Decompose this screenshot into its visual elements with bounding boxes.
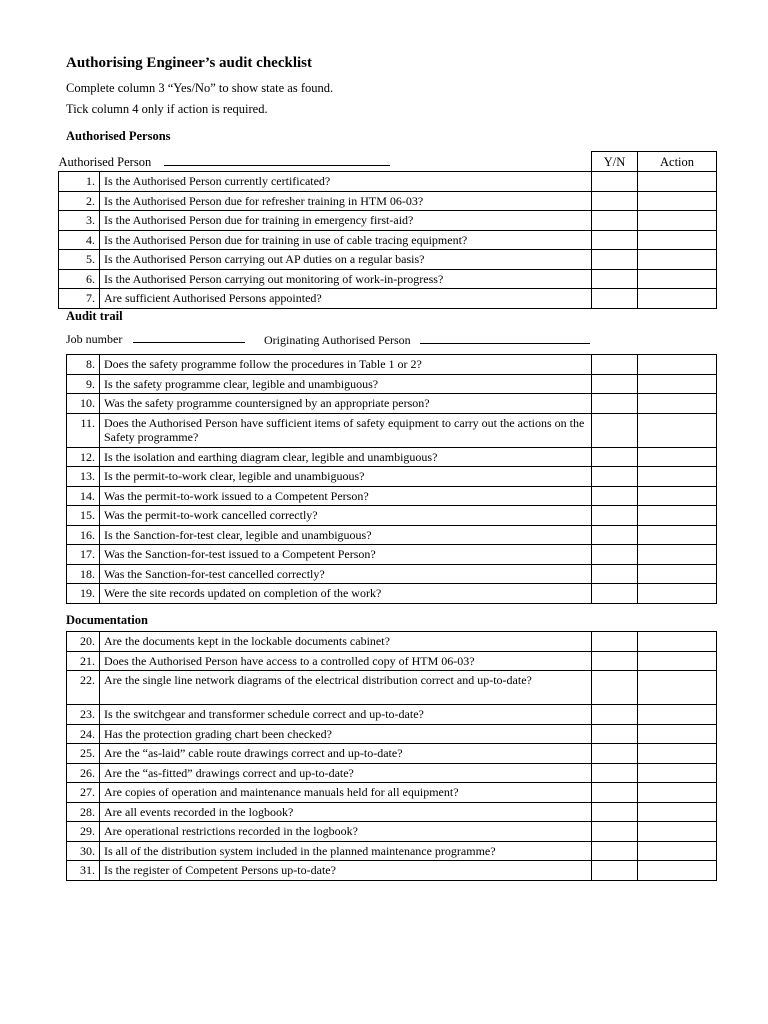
checklist-row xyxy=(67,632,717,652)
question-text: Were the site records updated on completion of the work? xyxy=(100,584,592,604)
column-header-action: Action xyxy=(638,152,717,172)
question-text: Was the safety programme countersigned by an appropriate person? xyxy=(100,394,592,414)
checklist-row xyxy=(67,651,717,671)
checklist-row xyxy=(67,724,717,744)
yn-cell[interactable] xyxy=(592,841,638,861)
action-cell[interactable] xyxy=(638,413,717,447)
checklist-row xyxy=(67,705,717,725)
row-number: 24. xyxy=(67,724,100,744)
row-number: 13. xyxy=(67,467,100,487)
section-heading-audit-trail: Audit trail xyxy=(66,309,123,323)
action-cell[interactable] xyxy=(638,374,717,394)
action-cell[interactable] xyxy=(638,525,717,545)
yn-cell[interactable] xyxy=(592,486,638,506)
yn-cell[interactable] xyxy=(592,394,638,414)
row-number: 12. xyxy=(67,447,100,467)
section-heading-documentation: Documentation xyxy=(66,613,148,627)
question-text: Is the switchgear and transformer schedule correct and up-to-date? xyxy=(100,705,592,725)
row-number: 2. xyxy=(59,191,100,211)
authorised-person-field[interactable] xyxy=(59,152,592,172)
question-text: Is the Authorised Person currently certificated? xyxy=(100,172,592,192)
question-text: Is the Authorised Person carrying out AP duties on a regular basis? xyxy=(100,250,592,270)
row-number: 10. xyxy=(67,394,100,414)
action-cell[interactable] xyxy=(638,250,717,270)
action-cell[interactable] xyxy=(638,394,717,414)
checklist-row xyxy=(59,250,717,270)
row-number: 25. xyxy=(67,744,100,764)
question-text: Are the “as-laid” cable route drawings correct and up-to-date? xyxy=(100,744,592,764)
checklist-row xyxy=(67,545,717,565)
yn-cell[interactable] xyxy=(592,651,638,671)
checklist-row xyxy=(59,230,717,250)
question-text: Has the protection grading chart been checked? xyxy=(100,724,592,744)
question-text: Is the isolation and earthing diagram clear, legible and unambiguous? xyxy=(100,447,592,467)
yn-cell[interactable] xyxy=(592,632,638,652)
row-number: 23. xyxy=(67,705,100,725)
question-text: Is the Authorised Person due for training in emergency first-aid? xyxy=(100,211,592,231)
authorised-person-label: Authorised Person xyxy=(58,155,152,170)
checklist-row xyxy=(67,763,717,783)
authorised-persons-table xyxy=(58,151,717,309)
row-number: 19. xyxy=(67,584,100,604)
question-text: Are copies of operation and maintenance manuals held for all equipment? xyxy=(100,783,592,803)
row-number: 9. xyxy=(67,374,100,394)
action-cell[interactable] xyxy=(638,861,717,881)
checklist-row xyxy=(67,355,717,375)
action-cell[interactable] xyxy=(638,191,717,211)
row-number: 28. xyxy=(67,802,100,822)
authorised-persons-rows xyxy=(59,172,717,309)
action-cell[interactable] xyxy=(638,584,717,604)
question-text: Is the Sanction-for-test clear, legible and unambiguous? xyxy=(100,525,592,545)
question-text: Is the Authorised Person due for training in use of cable tracing equipment? xyxy=(100,230,592,250)
question-text: Was the permit-to-work issued to a Competent Person? xyxy=(100,486,592,506)
checklist-row xyxy=(67,467,717,487)
yn-cell[interactable] xyxy=(592,525,638,545)
checklist-row xyxy=(67,486,717,506)
action-cell[interactable] xyxy=(638,355,717,375)
action-cell[interactable] xyxy=(638,651,717,671)
question-text: Was the permit-to-work cancelled correctly? xyxy=(100,506,592,526)
audit-trail-rows xyxy=(67,355,717,604)
checklist-row xyxy=(67,374,717,394)
action-cell[interactable] xyxy=(638,172,717,192)
row-number: 11. xyxy=(67,413,100,447)
question-text: Is the Authorised Person due for refresher training in HTM 06-03? xyxy=(100,191,592,211)
row-number: 5. xyxy=(59,250,100,270)
originating-ap-input-line[interactable] xyxy=(420,331,590,344)
row-number: 3. xyxy=(59,211,100,231)
question-text: Does the Authorised Person have sufficient items of safety equipment to carry out the actions on the Safety programme? xyxy=(100,413,592,447)
yn-cell[interactable] xyxy=(592,374,638,394)
row-number: 31. xyxy=(67,861,100,881)
row-number: 4. xyxy=(59,230,100,250)
action-cell[interactable] xyxy=(638,763,717,783)
action-cell[interactable] xyxy=(638,632,717,652)
checklist-row xyxy=(67,447,717,467)
checklist-row xyxy=(67,861,717,881)
question-text: Was the Sanction-for-test issued to a Competent Person? xyxy=(100,545,592,565)
checklist-row xyxy=(67,413,717,447)
yn-cell[interactable] xyxy=(592,564,638,584)
row-number: 22. xyxy=(67,671,100,705)
page-title: Authorising Engineer’s audit checklist xyxy=(66,55,312,71)
yn-cell[interactable] xyxy=(592,172,638,192)
checklist-row xyxy=(67,394,717,414)
checklist-row xyxy=(67,822,717,842)
row-number: 20. xyxy=(67,632,100,652)
yn-cell[interactable] xyxy=(592,230,638,250)
question-text: Is the register of Competent Persons up-to-date? xyxy=(100,861,592,881)
checklist-row xyxy=(67,783,717,803)
checklist-row xyxy=(67,841,717,861)
yn-cell[interactable] xyxy=(592,783,638,803)
row-number: 26. xyxy=(67,763,100,783)
yn-cell[interactable] xyxy=(592,744,638,764)
question-text: Are all events recorded in the logbook? xyxy=(100,802,592,822)
question-text: Does the Authorised Person have access to a controlled copy of HTM 06-03? xyxy=(100,651,592,671)
action-cell[interactable] xyxy=(638,467,717,487)
action-cell[interactable] xyxy=(638,289,717,309)
question-text: Does the safety programme follow the procedures in Table 1 or 2? xyxy=(100,355,592,375)
job-number-field[interactable] xyxy=(66,330,245,347)
action-cell[interactable] xyxy=(638,211,717,231)
question-text: Is the permit-to-work clear, legible and unambiguous? xyxy=(100,467,592,487)
question-text: Are the documents kept in the lockable documents cabinet? xyxy=(100,632,592,652)
yn-cell[interactable] xyxy=(592,724,638,744)
documentation-table xyxy=(66,631,717,881)
checklist-row xyxy=(67,744,717,764)
action-cell[interactable] xyxy=(638,705,717,725)
yn-cell[interactable] xyxy=(592,269,638,289)
action-cell[interactable] xyxy=(638,564,717,584)
checklist-row xyxy=(67,802,717,822)
documentation-rows xyxy=(67,632,717,881)
row-number: 7. xyxy=(59,289,100,309)
checklist-row xyxy=(67,671,717,705)
instruction-line-1: Complete column 3 “Yes/No” to show state as found. xyxy=(66,81,334,95)
checklist-row xyxy=(59,269,717,289)
yn-cell[interactable] xyxy=(592,289,638,309)
row-number: 27. xyxy=(67,783,100,803)
job-number-label: Job number xyxy=(66,332,123,346)
authorised-person-input-line[interactable] xyxy=(164,153,390,166)
instruction-line-2: Tick column 4 only if action is required. xyxy=(66,102,268,116)
yn-cell[interactable] xyxy=(592,506,638,526)
question-text: Is all of the distribution system included in the planned maintenance programme? xyxy=(100,841,592,861)
yn-cell[interactable] xyxy=(592,802,638,822)
yn-cell[interactable] xyxy=(592,447,638,467)
yn-cell[interactable] xyxy=(592,705,638,725)
checklist-row xyxy=(59,289,717,309)
checklist-row xyxy=(59,191,717,211)
action-cell[interactable] xyxy=(638,671,717,705)
action-cell[interactable] xyxy=(638,783,717,803)
checklist-row xyxy=(59,211,717,231)
action-cell[interactable] xyxy=(638,802,717,822)
action-cell[interactable] xyxy=(638,724,717,744)
row-number: 18. xyxy=(67,564,100,584)
checklist-row xyxy=(67,525,717,545)
action-cell[interactable] xyxy=(638,230,717,250)
section-heading-authorised-persons: Authorised Persons xyxy=(66,129,171,143)
yn-cell[interactable] xyxy=(592,822,638,842)
yn-cell[interactable] xyxy=(592,191,638,211)
row-number: 21. xyxy=(67,651,100,671)
row-number: 16. xyxy=(67,525,100,545)
yn-cell[interactable] xyxy=(592,861,638,881)
row-number: 17. xyxy=(67,545,100,565)
yn-cell[interactable] xyxy=(592,763,638,783)
yn-cell[interactable] xyxy=(592,250,638,270)
originating-ap-label: Originating Authorised Person xyxy=(264,333,411,347)
question-text: Are operational restrictions recorded in the logbook? xyxy=(100,822,592,842)
row-number: 14. xyxy=(67,486,100,506)
question-text: Is the safety programme clear, legible and unambiguous? xyxy=(100,374,592,394)
yn-cell[interactable] xyxy=(592,671,638,705)
yn-cell[interactable] xyxy=(592,211,638,231)
row-number: 29. xyxy=(67,822,100,842)
action-cell[interactable] xyxy=(638,269,717,289)
row-number: 6. xyxy=(59,269,100,289)
question-text: Are the single line network diagrams of the electrical distribution correct and up-to-date? xyxy=(100,671,592,705)
row-number: 30. xyxy=(67,841,100,861)
action-cell[interactable] xyxy=(638,744,717,764)
yn-cell[interactable] xyxy=(592,545,638,565)
action-cell[interactable] xyxy=(638,506,717,526)
column-header-yn: Y/N xyxy=(592,152,638,172)
checklist-row xyxy=(67,506,717,526)
action-cell[interactable] xyxy=(638,841,717,861)
job-number-input-line[interactable] xyxy=(133,330,245,343)
question-text: Are the “as-fitted” drawings correct and up-to-date? xyxy=(100,763,592,783)
action-cell[interactable] xyxy=(638,447,717,467)
question-text: Are sufficient Authorised Persons appointed? xyxy=(100,289,592,309)
yn-cell[interactable] xyxy=(592,584,638,604)
yn-cell[interactable] xyxy=(592,413,638,447)
row-number: 15. xyxy=(67,506,100,526)
checklist-row xyxy=(67,564,717,584)
checklist-row xyxy=(59,172,717,192)
yn-cell[interactable] xyxy=(592,355,638,375)
checklist-row xyxy=(67,584,717,604)
question-text: Was the Sanction-for-test cancelled correctly? xyxy=(100,564,592,584)
action-cell[interactable] xyxy=(638,545,717,565)
row-number: 8. xyxy=(67,355,100,375)
originating-ap-field[interactable] xyxy=(264,331,590,348)
action-cell[interactable] xyxy=(638,822,717,842)
row-number: 1. xyxy=(59,172,100,192)
question-text: Is the Authorised Person carrying out monitoring of work-in-progress? xyxy=(100,269,592,289)
audit-trail-table xyxy=(66,354,717,604)
yn-cell[interactable] xyxy=(592,467,638,487)
action-cell[interactable] xyxy=(638,486,717,506)
